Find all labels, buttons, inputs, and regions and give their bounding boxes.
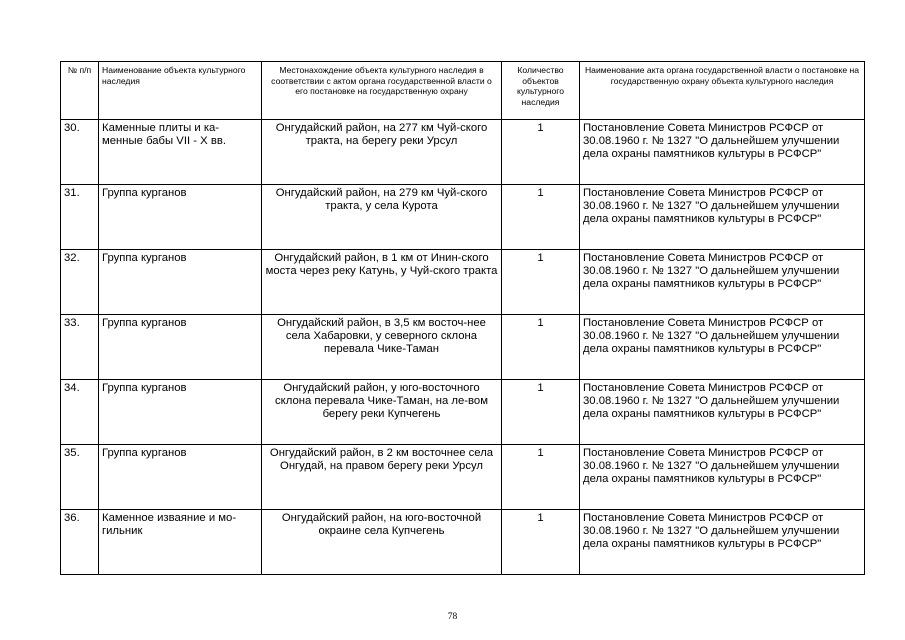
cell-name: Группа курганов (99, 250, 262, 315)
cell-act: Постановление Совета Министров РСФСР от 30.08.1960 г. № 1327 "О дальнейшем улучшении дела охраны памятников культуры в РСФСР" (580, 250, 865, 315)
cell-num: 34. (61, 380, 99, 445)
cell-act: Постановление Совета Министров РСФСР от 30.08.1960 г. № 1327 "О дальнейшем улучшении дела охраны памятников культуры в РСФСР" (580, 510, 865, 575)
table-row (61, 250, 865, 315)
header-quantity-label: Количество объектов культурного наследия (516, 65, 565, 107)
cell-name: Каменные плиты и ка-менные бабы VII - X вв. (99, 120, 262, 185)
cell-num: 36. (61, 510, 99, 575)
cell-quantity: 1 (502, 380, 580, 445)
table-header (61, 62, 865, 120)
cell-num: 32. (61, 250, 99, 315)
cell-act: Постановление Совета Министров РСФСР от 30.08.1960 г. № 1327 "О дальнейшем улучшении дела охраны памятников культуры в РСФСР" (580, 120, 865, 185)
cell-num: 30. (61, 120, 99, 185)
cell-num: 33. (61, 315, 99, 380)
table-row (61, 445, 865, 510)
cell-num: 31. (61, 185, 99, 250)
cell-name: Группа курганов (99, 445, 262, 510)
cell-location: Онгудайский район, у юго-восточного склона перевала Чике-Таман, на ле-вом берегу реки Купчегень (262, 380, 502, 445)
cell-num: 35. (61, 445, 99, 510)
cell-act: Постановление Совета Министров РСФСР от 30.08.1960 г. № 1327 "О дальнейшем улучшении дела охраны памятников культуры в РСФСР" (580, 380, 865, 445)
cell-quantity: 1 (502, 445, 580, 510)
table-row (61, 510, 865, 575)
cell-name: Группа курганов (99, 315, 262, 380)
heritage-objects-table (60, 61, 865, 575)
cell-quantity: 1 (502, 250, 580, 315)
header-num-label: № п/п (67, 65, 92, 75)
header-location-label: Местонахождение объекта культурного наследия в соответствии с актом органа государственной власти о его постановке на государственную охрану (271, 65, 492, 96)
table-body (61, 120, 865, 575)
cell-location: Онгудайский район, в 2 км восточнее села Онгудай, на правом берегу реки Урсул (262, 445, 502, 510)
table-row (61, 185, 865, 250)
header-name-label: Наименование объекта культурного наследия (102, 65, 246, 86)
header-act-label: Наименование акта органа государственной власти о постановке на государственную охрану объекта культурного наследия (584, 65, 860, 86)
cell-quantity: 1 (502, 315, 580, 380)
cell-act: Постановление Совета Министров РСФСР от 30.08.1960 г. № 1327 "О дальнейшем улучшении дела охраны памятников культуры в РСФСР" (580, 445, 865, 510)
table-row (61, 315, 865, 380)
table-row (61, 120, 865, 185)
header-act (580, 62, 865, 120)
header-quantity (502, 62, 580, 120)
cell-quantity: 1 (502, 185, 580, 250)
header-location (262, 62, 502, 120)
cell-act: Постановление Совета Министров РСФСР от 30.08.1960 г. № 1327 "О дальнейшем улучшении дела охраны памятников культуры в РСФСР" (580, 315, 865, 380)
cell-location: Онгудайский район, на юго-восточной окраине села Купчегень (262, 510, 502, 575)
cell-location: Онгудайский район, на 277 км Чуй-ского тракта, на берегу реки Урсул (262, 120, 502, 185)
cell-act: Постановление Совета Министров РСФСР от 30.08.1960 г. № 1327 "О дальнейшем улучшении дела охраны памятников культуры в РСФСР" (580, 185, 865, 250)
page-number: 78 (447, 612, 458, 622)
cell-name: Группа курганов (99, 380, 262, 445)
table-header-row (61, 62, 865, 120)
cell-location: Онгудайский район, в 3,5 км восточ-нее села Хабаровки, у северного склона перевала Чике-Таман (262, 315, 502, 380)
header-num (61, 62, 99, 120)
cell-name: Каменное изваяние и мо-гильник (99, 510, 262, 575)
cell-name: Группа курганов (99, 185, 262, 250)
cell-quantity: 1 (502, 120, 580, 185)
table-row (61, 380, 865, 445)
cell-location: Онгудайский район, в 1 км от Инин-ского моста через реку Катунь, у Чуй-ского тракта (262, 250, 502, 315)
cell-quantity: 1 (502, 510, 580, 575)
cell-location: Онгудайский район, на 279 км Чуй-ского тракта, у села Курота (262, 185, 502, 250)
header-name (99, 62, 262, 120)
